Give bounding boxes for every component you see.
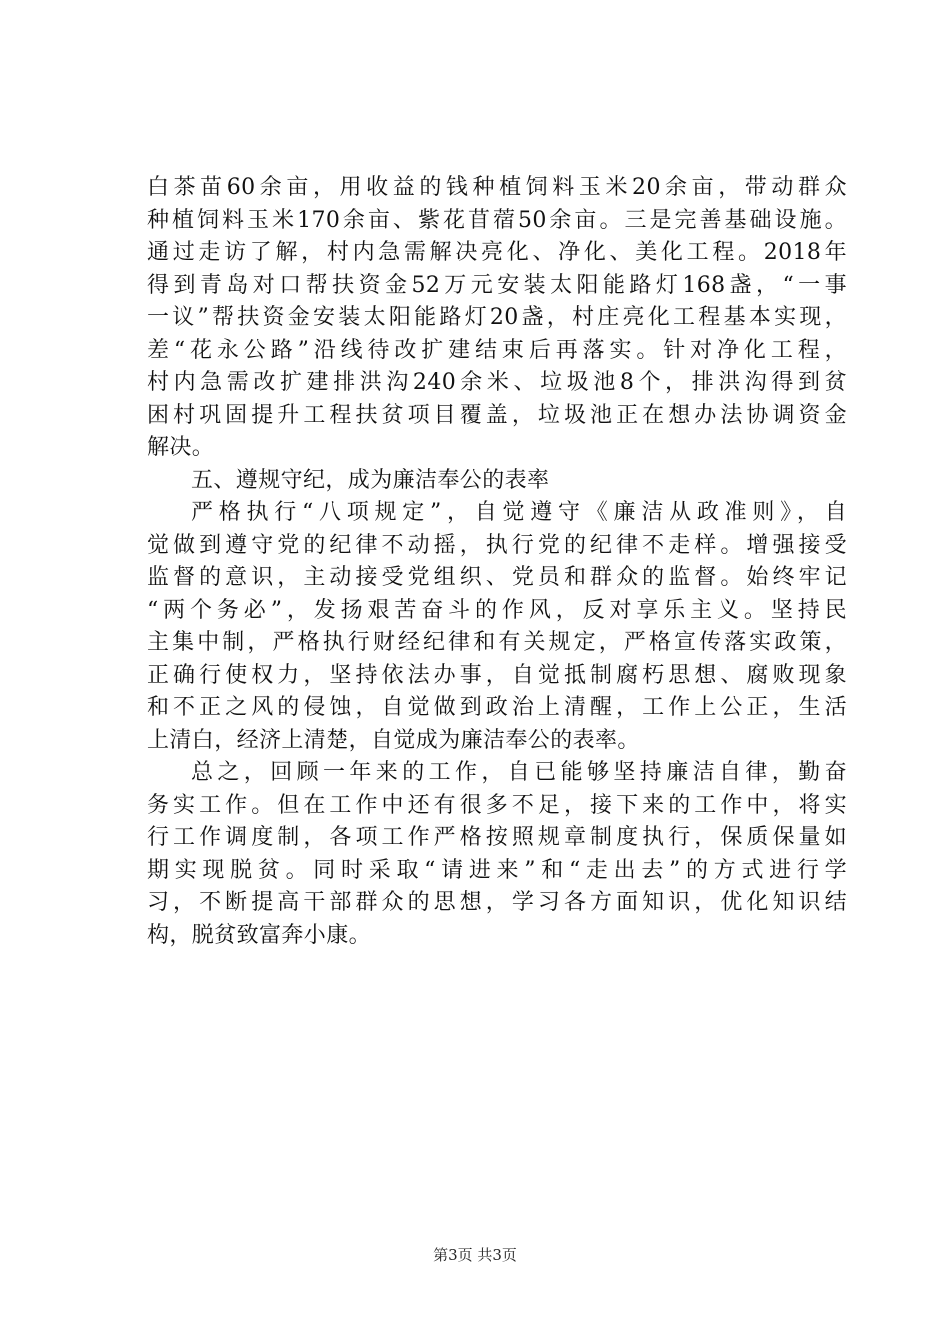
text-line: 差“花永公路”沿线待改扩建结束后再落实。针对净化工程， bbox=[147, 337, 847, 363]
text-line: 得到青岛对口帮扶资金52万元安装太阳能路灯168盏，“一事 bbox=[147, 272, 847, 298]
text-line: 困村巩固提升工程扶贫项目覆盖，垃圾池正在想办法协调资金 bbox=[147, 402, 847, 428]
text-line: 觉做到遵守党的纪律不动摇，执行党的纪律不走样。增强接受 bbox=[147, 532, 847, 558]
text-line: 种植饲料玉米170余亩、紫花苜蓿50余亩。三是完善基础设施。 bbox=[147, 207, 847, 233]
text-line: 严格执行“八项规定”，自觉遵守《廉洁从政准则》，自 bbox=[191, 500, 847, 525]
section-heading: 五、遵规守纪，成为廉洁奉公的表率 bbox=[191, 467, 550, 493]
text-line: 务实工作。但在工作中还有很多不足，接下来的工作中，将实 bbox=[147, 792, 847, 818]
body-text bbox=[147, 172, 847, 952]
text-line: 正确行使权力，坚持依法办事，自觉抵制腐朽思想、腐败现象 bbox=[147, 662, 847, 688]
text-line: 一议”帮扶资金安装太阳能路灯20盏，村庄亮化工程基本实现， bbox=[147, 305, 847, 330]
text-line: 总之，回顾一年来的工作，自已能够坚持廉洁自律，勤奋 bbox=[191, 760, 847, 785]
text-line: 监督的意识，主动接受党组织、党员和群众的监督。始终牢记 bbox=[147, 565, 847, 590]
text-line: 上清白，经济上清楚，自觉成为廉洁奉公的表率。 bbox=[147, 727, 640, 753]
text-line: 白茶苗60余亩，用收益的钱种植饲料玉米20余亩，带动群众 bbox=[147, 175, 847, 200]
text-line: 主集中制，严格执行财经纪律和有关规定，严格宣传落实政策， bbox=[147, 630, 847, 655]
text-line: “两个务必”，发扬艰苦奋斗的作风，反对享乐主义。坚持民 bbox=[147, 597, 847, 623]
text-line: 构，脱贫致富奔小康。 bbox=[147, 922, 372, 948]
text-line: 村内急需改扩建排洪沟240余米、垃圾池8个，排洪沟得到贫 bbox=[147, 370, 847, 395]
text-line: 期实现脱贫。同时采取“请进来”和“走出去”的方式进行学 bbox=[147, 857, 847, 883]
text-line: 行工作调度制，各项工作严格按照规章制度执行，保质保量如 bbox=[147, 825, 847, 850]
text-line: 解决。 bbox=[147, 435, 215, 460]
page-number-footer: 第3页 共3页 bbox=[433, 1246, 517, 1264]
text-line: 习，不断提高干部群众的思想，学习各方面知识，优化知识结 bbox=[147, 890, 847, 915]
text-line: 和不正之风的侵蚀，自觉做到政治上清醒，工作上公正，生活 bbox=[147, 695, 847, 720]
text-line: 通过走访了解，村内急需解决亮化、净化、美化工程。2018年 bbox=[147, 240, 847, 265]
